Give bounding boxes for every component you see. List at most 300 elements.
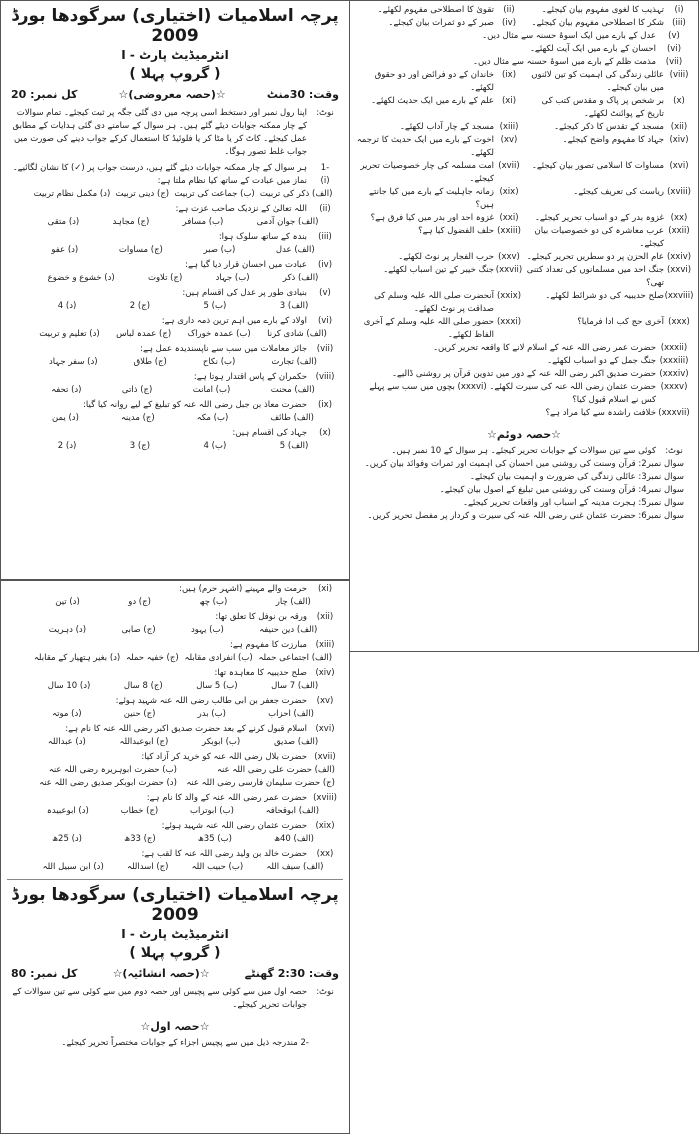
question-text: بندہ کے ساتھ سلوک ہوا: xyxy=(218,232,307,242)
question-pair-row xyxy=(350,134,698,160)
question-text: حضرت جعفر بن ابی طالب رضی اللہ عنہ شہید ہوئے: xyxy=(115,696,307,706)
part2-note xyxy=(350,445,698,458)
mcq-question xyxy=(1,343,349,356)
question-number: (xv) xyxy=(500,135,518,145)
question-number: (viii) xyxy=(315,372,335,382)
question-number: (x) xyxy=(319,428,331,438)
mcq-option: (الف) طائف xyxy=(270,413,314,423)
short-question xyxy=(354,186,524,212)
long-question: سوال نمبر6: حضرت عثمان غنی رضی اللہ عنہ کی سیرت و کردار پر مفصل تحریر کریں۔ xyxy=(367,511,684,521)
paper-note-label: نوٹ: xyxy=(316,108,334,118)
question-text: جہاد کا مفہوم واضح کیجئے۔ xyxy=(562,135,664,145)
mcq-option: (د) یمن xyxy=(52,413,79,423)
paper2-time: وقت: 2:30 گھنٹے xyxy=(244,967,339,980)
short-question xyxy=(354,4,524,17)
question-number: (viii) xyxy=(669,70,689,80)
mcq-question xyxy=(1,695,349,708)
paper-time: وقت: 30منٹ xyxy=(266,88,339,101)
paper2-title: پرچہ اسلامیات (اختیاری) سرگودھا بورڈ 2009 xyxy=(11,885,339,925)
question-number: (xxiii) xyxy=(497,226,521,236)
mcq-option: (ب) یہود xyxy=(190,625,224,635)
question-pair-row xyxy=(350,160,698,186)
mcq-question xyxy=(1,231,349,244)
short-question xyxy=(524,69,694,95)
mcq-options xyxy=(1,861,349,876)
question-text: ریاست کی تعریف کیجئے۔ xyxy=(573,187,664,197)
long-question: سوال نمبر5: ہجرت مدینہ کے اسباب اور واقعات تحریر کیجئے۔ xyxy=(463,498,684,508)
short-question xyxy=(524,212,694,225)
mcq-question xyxy=(1,583,349,596)
question-text: امت مسلمہ کی چار خصوصیات تحریر کیجئے۔ xyxy=(360,161,494,184)
paper2-section: ☆(حصہ انشائیہ)☆ xyxy=(112,967,210,980)
question-text: حضرت صدیق اکبر رضی اللہ عنہ کے دور میں تدوین قرآن پر روشنی ڈالیے۔ xyxy=(391,369,656,379)
mcq-option: (الف) چار xyxy=(275,597,311,607)
mcq-option: (ج) صابی xyxy=(121,625,156,635)
mcq-option: (الف) محنت xyxy=(270,385,315,395)
question-number: (iii) xyxy=(318,232,332,242)
mcq-option: (ب) 4 xyxy=(203,441,227,451)
question-text: شکر کا اصطلاحی مفہوم بیان کیجئے۔ xyxy=(531,18,664,28)
question-text: حلف الفضول کیا ہے؟ xyxy=(418,226,494,236)
short-question xyxy=(350,355,698,368)
question-pair-row xyxy=(350,17,698,30)
paper2-subtitle: انٹرمیڈیٹ پارٹ - I xyxy=(121,927,229,941)
mcq-option: (الف) 5 xyxy=(279,441,309,451)
paper2-note-text: حصہ اول میں سے کوئی سے پچیس اور حصہ دوم میں سے کوئی سے تین سوالات کے جوابات تحریر کیجئے۔ xyxy=(12,987,307,1010)
short-question xyxy=(354,264,524,290)
mcq-option: (ب) جماعت کی تربیت xyxy=(174,189,255,199)
question-text: مسجد کے چار آداب لکھئے۔ xyxy=(399,122,494,132)
mcq-option: (د) متقی xyxy=(47,217,80,227)
part1-heading: ☆حصہ اول☆ xyxy=(140,1020,210,1033)
short-question xyxy=(354,95,524,121)
question-number: (vi) xyxy=(317,316,333,326)
question-number: (xx) xyxy=(316,849,334,859)
question-pair-row xyxy=(350,69,698,95)
short-question xyxy=(350,43,698,56)
question-text: خاندان کے دو فرائض اور دو حقوق لکھئے۔ xyxy=(374,70,494,93)
mcq-option: (ب) 35ھ xyxy=(197,834,232,844)
mcq-options xyxy=(1,624,349,639)
question-text: عائلی زندگی کی اہمیت کو تین لائنوں میں بیان کیجئے۔ xyxy=(531,70,664,93)
question-pair-row xyxy=(350,95,698,121)
question-text: احسان کے بارے میں ایک آیت لکھئے۔ xyxy=(529,44,656,54)
question-text: حضرت بلال رضی اللہ عنہ کو خرید کر آزاد کیا: xyxy=(141,752,307,762)
mcq-option: (د) 2 xyxy=(57,441,77,451)
q1-instruction xyxy=(1,162,349,175)
mcq-options xyxy=(1,356,349,371)
mcq-option: (د) مکمل نظام تربیت xyxy=(33,189,111,199)
paper-section: ☆(حصہ معروضی)☆ xyxy=(118,88,226,101)
short-question xyxy=(354,160,524,186)
question-text: ورقہ بن نوفل کا تعلق تھا: xyxy=(215,612,307,622)
q2-instruction: -2 مندرجہ ذیل میں سے پچیس اجزاء کے جوابات مختصراً تحریر کیجئے۔ xyxy=(61,1038,309,1048)
short-question xyxy=(350,407,698,420)
question-number: (xxii) xyxy=(668,226,690,236)
mcq-options xyxy=(1,764,349,792)
mcq-option: (د) ابوعبیدہ xyxy=(46,806,89,816)
mcq-option: (الف) صدیق xyxy=(273,737,319,747)
mcq-option: (د) 10 سال xyxy=(47,681,91,691)
question-number: (xxxvii) xyxy=(658,408,690,418)
long-question: سوال نمبر2: قرآن وسنت کی روشنی میں احسان کی اہمیت اور ثمرات وفوائد بیان کریں۔ xyxy=(364,459,684,469)
question-text: آنحضرت صلی اللہ علیہ وسلم کی صداقت پر نوٹ لکھئے۔ xyxy=(374,291,494,314)
short-question xyxy=(524,160,694,186)
mcq-option: (الف) 3 xyxy=(279,301,309,311)
question-number: (xxvii) xyxy=(495,265,523,275)
short-question xyxy=(524,134,694,160)
question-number: (xxxv) xyxy=(660,382,688,392)
short-question xyxy=(354,121,524,134)
short-question xyxy=(350,30,698,43)
question-text: آخری حج کب ادا فرمایا؟ xyxy=(577,317,664,327)
q1-text: ہر سوال کے چار ممکنہ جوابات دیئے گئے ہیں، درست جواب پر (✓) کا نشان لگائیے۔ xyxy=(12,163,307,173)
mcq-option: (الف) ذکر کی تربیت xyxy=(259,189,333,199)
question-number: (xxiv) xyxy=(666,252,692,262)
objective-paper-panel xyxy=(0,0,350,580)
mcq-option: (ب) 5 xyxy=(203,301,227,311)
mcq-option: (الف) 40ھ xyxy=(274,834,314,844)
mcq-option: (د) سفر جہاد xyxy=(49,357,98,367)
question-number: (iv) xyxy=(501,18,517,28)
mcq-question xyxy=(1,820,349,833)
question-number: (ix) xyxy=(501,70,517,80)
mcq-question xyxy=(1,667,349,680)
mcq-option: (ج) 2 xyxy=(129,301,151,311)
question-number: (x) xyxy=(673,96,685,106)
mcq-option: (الف) اجتماعی حملہ xyxy=(258,653,333,663)
short-question xyxy=(354,290,524,316)
question-text: عرب معاشرہ کی دو خصوصیات بیان کیجئے۔ xyxy=(534,226,664,249)
question-number: (vii) xyxy=(316,344,334,354)
divider xyxy=(7,879,343,880)
mcq-option: (الف) 7 سال xyxy=(271,681,319,691)
part2-questions xyxy=(350,458,698,523)
paper2-marks: کل نمبر: 80 xyxy=(11,967,78,980)
question-number: (xxxiv) xyxy=(659,369,689,379)
mcq-option: (الف) سیف اللہ xyxy=(266,862,324,872)
short-question xyxy=(524,186,694,212)
paper2-note xyxy=(1,986,349,1012)
question-number: (xxi) xyxy=(499,213,519,223)
question-number: (i) xyxy=(674,5,684,15)
mcq-question xyxy=(1,259,349,272)
long-question: سوال نمبر4: قرآن وسنت کی روشنی میں تبلیغ کے اصول بیان کیجئے۔ xyxy=(439,485,684,495)
question-number: (xvii) xyxy=(314,752,336,762)
question-text: حضرت خالد بن ولید رضی اللہ عنہ کا لقب ہے: xyxy=(141,849,307,859)
mcq-question xyxy=(1,792,349,805)
question-text: عدل کے بارے میں ایک اسوۂ حسنہ سے مثال دیں۔ xyxy=(482,31,656,41)
question-text: صلح حدیبیہ کا معاہدہ تھا: xyxy=(214,668,307,678)
short-question xyxy=(350,368,698,381)
mcq-question xyxy=(1,723,349,736)
short-questions-block-2 xyxy=(350,30,698,69)
mcq-option: (الف) حضرت علی رضی اللہ عنہ xyxy=(217,765,335,775)
mcq-option: (ج) ابوعبداللہ xyxy=(119,737,169,747)
mcq-option: (الف) دین حنیفہ xyxy=(259,625,318,635)
mcq-option: (ب) حضرت ابوہریرہ رضی اللہ عنہ xyxy=(48,765,177,775)
short-question xyxy=(524,17,694,30)
mcq-option: (د) تحفہ xyxy=(51,385,82,395)
mcq-option: (ج) حضرت سلیمان فارسی رضی اللہ عنہ xyxy=(186,778,335,788)
question-pair-row xyxy=(350,225,698,251)
mcq-option: (د) تعلیم و تربیت xyxy=(39,329,100,339)
mcq-option: (ب) جہاد xyxy=(215,273,250,283)
question-number: (xi) xyxy=(317,584,333,594)
question-text: مبارزت کا مفہوم ہے: xyxy=(230,640,307,650)
question-number: (i) xyxy=(320,176,330,186)
short-question xyxy=(524,121,694,134)
mcq-option: (د) دہریت xyxy=(48,625,87,635)
paper-subtitle: انٹرمیڈیٹ پارٹ - I xyxy=(121,48,229,62)
question-number: (xviii) xyxy=(667,187,691,197)
question-text: نماز میں عبادت کے ساتھ کیا نظام ملتا ہے: xyxy=(157,176,307,186)
paper-title: پرچہ اسلامیات (اختیاری) سرگودھا بورڈ 2009 xyxy=(11,6,339,46)
question-text: حضرت عثمان رضی اللہ عنہ کی سیرت لکھئے۔ (xxxvi) بچوں میں سب سے پہلے کس نے اسلام قبول کیا؟ xyxy=(369,382,656,405)
question-number: (xiii) xyxy=(499,122,519,132)
question-number: (xxix) xyxy=(496,291,522,301)
question-number: (v) xyxy=(668,31,680,41)
mcq-option: (د) موتہ xyxy=(52,709,82,719)
question-text: حرمت والے مہینے (اشہر حرم) ہیں: xyxy=(179,584,307,594)
mcq-option: (د) حضرت ابوبکر صدیق رضی اللہ عنہ xyxy=(39,778,177,788)
question-number: (xxviii) xyxy=(664,291,694,301)
mcq-option: (ج) تلاوت xyxy=(147,273,183,283)
question-text: اخوت کے بارے میں ایک حدیث کا ترجمہ لکھئے۔ xyxy=(356,135,494,158)
question-number: (xvi) xyxy=(315,724,335,734)
mcq-list-1 xyxy=(1,175,349,455)
question-text: حرب الفجار پر نوٹ لکھئے۔ xyxy=(398,252,494,262)
question-number: (xx) xyxy=(670,213,688,223)
mcq-option: (ب) مکہ xyxy=(196,413,229,423)
mcq-options xyxy=(1,300,349,315)
question-number: (xix) xyxy=(499,187,519,197)
mcq-option: (ج) طلاق xyxy=(133,357,167,367)
question-number: (xxv) xyxy=(498,252,520,262)
question-text: حکمران کے پاس اقتدار ہوتا ہے: xyxy=(193,372,307,382)
short-question xyxy=(524,4,694,17)
short-question xyxy=(524,290,694,316)
question-text: مذمت ظلم کے بارے میں اسوۂ حسنہ سے مثال دیں۔ xyxy=(473,57,656,67)
question-text: جنگ خیبر کے تین اسباب لکھئے۔ xyxy=(383,265,494,275)
paper2-meta xyxy=(1,967,349,980)
question-text: جائز معاملات میں سب سے ناپسندیدہ عمل ہے: xyxy=(140,344,307,354)
mcq-option: (د) عفو xyxy=(51,245,79,255)
short-question xyxy=(354,225,524,251)
short-question xyxy=(354,134,524,160)
question-text: بنیادی طور پر عدل کی اقسام ہیں: xyxy=(182,288,307,298)
short-question xyxy=(354,17,524,30)
mcq-option: (الف) احزاب xyxy=(268,709,314,719)
mcq-option: (ب) ابوبکر xyxy=(202,737,241,747)
mcq-question xyxy=(1,203,349,216)
mcq-options xyxy=(1,805,349,820)
mcq-options xyxy=(1,328,349,343)
mcq-option: (ج) حنین xyxy=(123,709,156,719)
mcq-question xyxy=(1,611,349,624)
mcq-option: (ج) مجاہد xyxy=(112,217,150,227)
mcq-options xyxy=(1,272,349,287)
mcq-option: (ب) مسافر xyxy=(182,217,224,227)
mcq-continued-panel xyxy=(0,580,350,1134)
question-number: (iii) xyxy=(672,18,686,28)
question-number: (xxxii) xyxy=(660,343,688,353)
mcq-option: (ج) دو xyxy=(128,597,151,607)
mcq-option: (د) ابن سبیل اللہ xyxy=(42,862,104,872)
mcq-option: (الف) ابوقحافہ xyxy=(265,806,320,816)
question-pair-row xyxy=(350,251,698,264)
short-question xyxy=(524,95,694,121)
question-number: (xv) xyxy=(316,696,334,706)
mcq-option: (ب) امانت xyxy=(192,385,231,395)
part2-note-label: نوٹ: xyxy=(665,446,683,456)
question-text: غزوہ احد اور بدر میں کیا فرق ہے؟ xyxy=(370,213,494,223)
question-pair-row xyxy=(350,316,698,342)
question-text: غزوہ بدر کے دو اسباب تحریر کیجئے۔ xyxy=(534,213,664,223)
question-text: صبر کے دو ثمرات بیان کیجئے۔ xyxy=(388,18,494,28)
question-number: (xvii) xyxy=(498,161,520,171)
mcq-options xyxy=(1,708,349,723)
question-text: صلح حدیبیہ کی دو شرائط لکھئے۔ xyxy=(545,291,664,301)
question-number: (xxx) xyxy=(668,317,690,327)
short-questions-block-1 xyxy=(350,1,698,30)
mcq-option: (الف) عدل xyxy=(275,245,315,255)
question-pair-row xyxy=(350,264,698,290)
part2-note-text: کوئی سے تین سوالات کے جوابات تحریر کیجئے۔ ہر سوال کے 10 نمبر ہیں۔ xyxy=(391,446,656,456)
short-question xyxy=(354,69,524,95)
mcq-options xyxy=(1,412,349,427)
mcq-option: (ج) خفیہ حملہ xyxy=(126,653,179,663)
mcq-options xyxy=(1,384,349,399)
short-question xyxy=(524,316,694,342)
short-question xyxy=(354,316,524,342)
mcq-question xyxy=(1,399,349,412)
mcq-question xyxy=(1,371,349,384)
mcq-option: (د) خشوع و خضوع xyxy=(47,273,115,283)
question-text: حضرت عمر رضی اللہ عنہ کے والد کا نام ہے: xyxy=(146,793,307,803)
paper-marks: کل نمبر: 20 xyxy=(11,88,78,101)
mcq-question xyxy=(1,751,349,764)
part2-heading: ☆حصہ دوئم☆ xyxy=(486,428,561,441)
question-text: مساوات کا اسلامی تصور بیان کیجئے۔ xyxy=(531,161,664,171)
mcq-option: (ج) عمدہ لباس xyxy=(116,329,172,339)
question-number: (vi) xyxy=(666,44,682,54)
mcq-option: (ج) 33ھ xyxy=(124,834,156,844)
mcq-options xyxy=(1,652,349,667)
mcq-option: (ب) صبر xyxy=(203,245,236,255)
question-text: علم کے بارے میں ایک حدیث لکھئے۔ xyxy=(371,96,494,106)
mcq-option: (الف) تجارت xyxy=(271,357,317,367)
paper-note-text: اپنا رول نمبر اور دستخط اسی پرچہ میں دی گئی جگہ پر ثبت کیجئے۔ تمام سوالات کے چار ممکنہ جوابات دیئے گئے ہیں۔ ہر سوال کے سامنے دی گئی ہدایات کے مطابق عمل کیجئے۔ کاٹ کر یا مٹا کر یا فلوئیڈ کا استعمال کرکے جواب دینے کی صورت میں جواب غلط تصور ہوگا۔ xyxy=(12,108,307,157)
question-text: حضور صلی اللہ علیہ وسلم کے آخری الفاظ لکھئے۔ xyxy=(363,317,494,340)
question-text: اسلام قبول کرنے کے بعد حضرت صدیق اکبر رضی اللہ عنہ کا نام ہے: xyxy=(65,724,307,734)
long-question: سوال نمبر3: عائلی زندگی کی ضرورت و اہمیت بیان کیجئے۔ xyxy=(469,472,684,482)
paper2-group: ( گروپ پہلا ) xyxy=(129,945,221,961)
question-pair-row xyxy=(350,121,698,134)
question-text: عام الحزن پر دو سطریں تحریر کیجئے۔ xyxy=(526,252,664,262)
mcq-option: (ج) ذاتی xyxy=(121,385,153,395)
question-number: (v) xyxy=(319,288,331,298)
mcq-option: (ب) انفرادی مقابلہ xyxy=(184,653,253,663)
mcq-option: (ج) مساوات xyxy=(118,245,163,255)
question-number: (xiv) xyxy=(669,135,689,145)
mcq-option: (د) عبداللہ xyxy=(47,737,86,747)
paper-meta xyxy=(1,88,349,101)
question-text: اللہ تعالیٰ کے نزدیک صاحب عزت ہے: xyxy=(175,204,307,214)
mcq-option: (د) 4 xyxy=(57,301,77,311)
mcq-option: (د) تین xyxy=(55,597,80,607)
mcq-option: (ب) چھ xyxy=(199,597,228,607)
question-text: تہذیب کا لغوی مفہوم بیان کیجئے۔ xyxy=(541,5,664,15)
question-number: (vii) xyxy=(665,57,683,67)
mcq-list-2 xyxy=(1,581,349,876)
mcq-option: (ب) عمدہ خوراک xyxy=(187,329,251,339)
mcq-option: (ب) حبیب اللہ xyxy=(191,862,244,872)
question-text: حضرت معاذ بن جبل رضی اللہ عنہ کو تبلیغ کے لیے روانہ کیا گیا: xyxy=(83,400,307,410)
mcq-option: (د) بغیر ہتھیار کے مقابلہ xyxy=(33,653,121,663)
question-text: مسجد کے تقدس کا ذکر کیجئے۔ xyxy=(554,122,664,132)
mcq-options xyxy=(1,244,349,259)
short-questions-block-3 xyxy=(350,69,698,342)
mcq-options xyxy=(1,596,349,611)
question-pair-row xyxy=(350,4,698,17)
question-number: (xviii) xyxy=(313,793,337,803)
question-number: (iv) xyxy=(317,260,333,270)
mcq-question xyxy=(1,848,349,861)
question-number: (xxvi) xyxy=(666,265,692,275)
short-questions-block-4 xyxy=(350,342,698,420)
mcq-option: (ج) اسداللہ xyxy=(126,862,169,872)
short-question xyxy=(524,264,694,290)
question-text: جنگ جمل کے دو اسباب لکھئے۔ xyxy=(547,356,656,366)
mcq-question xyxy=(1,315,349,328)
mcq-option: (الف) جوان آدمی xyxy=(256,217,319,227)
mcq-question xyxy=(1,287,349,300)
short-question xyxy=(524,251,694,264)
question-text: عبادت میں احسان قرار دیا گیا ہے: xyxy=(185,260,307,270)
question-text: جنگ احد میں مسلمانوں کی تعداد کتنی تھی؟ xyxy=(526,265,664,288)
mcq-option: (الف) شادی کرنا xyxy=(267,329,327,339)
mcq-options xyxy=(1,440,349,455)
paper-group: ( گروپ پہلا ) xyxy=(129,66,221,82)
mcq-options xyxy=(1,216,349,231)
question-number: (xvi) xyxy=(669,161,689,171)
mcq-options xyxy=(1,188,349,203)
question-number: (xiii) xyxy=(315,640,335,650)
question-text: زمانہ جاہلیت کے بارے میں کیا جانتے ہیں؟ xyxy=(369,187,494,210)
mcq-option: (ج) مدینہ xyxy=(120,413,155,423)
mcq-option: (ج) 3 xyxy=(129,441,151,451)
short-question xyxy=(350,381,698,407)
right-column-panel xyxy=(349,0,699,652)
q1-label: -1 xyxy=(320,163,330,173)
question-text: اولاد کے بارے میں اہم ترین ذمہ داری ہے: xyxy=(161,316,307,326)
short-question xyxy=(354,251,524,264)
question-pair-row xyxy=(350,186,698,212)
mcq-option: (ج) دینی تربیت xyxy=(115,189,170,199)
mcq-question xyxy=(1,427,349,440)
short-question xyxy=(350,56,698,69)
short-question xyxy=(350,342,698,355)
question-text: خلافت راشدہ سے کیا مراد ہے؟ xyxy=(545,408,656,418)
mcq-option: (الف) ذکر xyxy=(282,273,319,283)
question-text: حضرت عمر رضی اللہ عنہ کے اسلام لانے کا واقعہ تحریر کریں۔ xyxy=(433,343,656,353)
mcq-options xyxy=(1,680,349,695)
mcq-option: (ب) نکاح xyxy=(202,357,236,367)
mcq-option: (ب) بدر xyxy=(197,709,226,719)
question-text: جہاد کی اقسام ہیں: xyxy=(232,428,307,438)
question-number: (ii) xyxy=(319,204,331,214)
